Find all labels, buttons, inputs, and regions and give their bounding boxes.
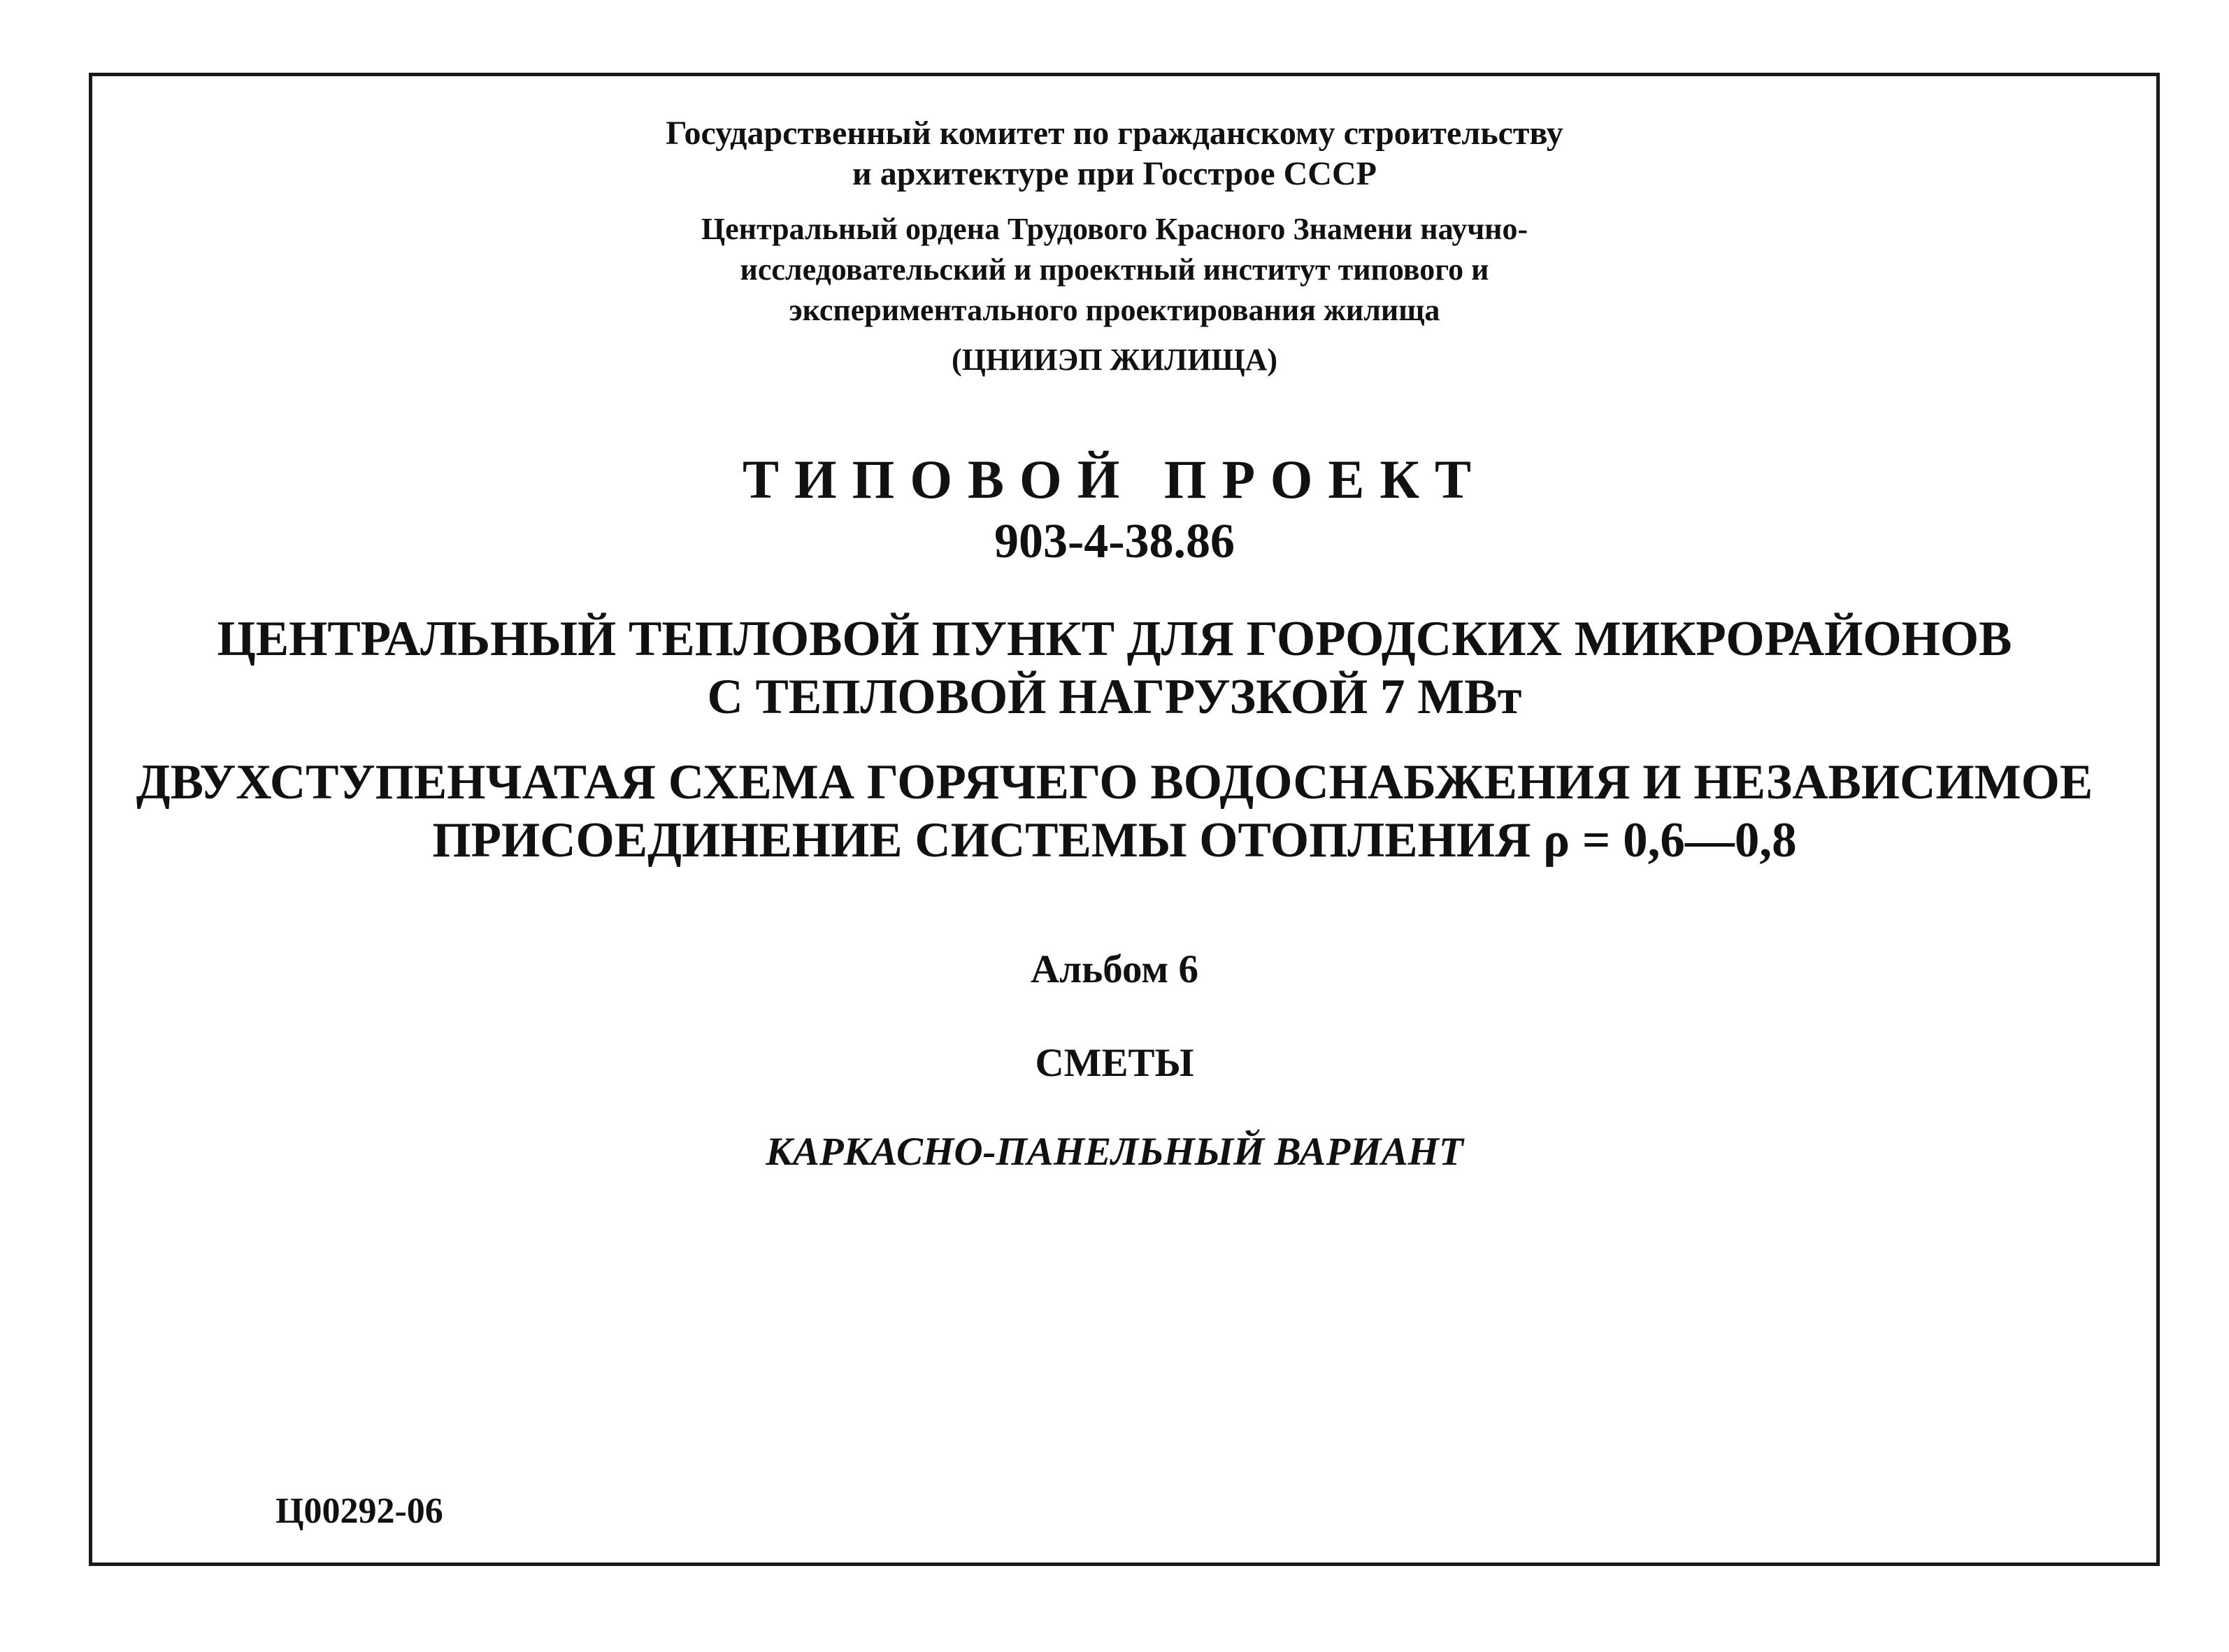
- document-code: Ц00292-06: [275, 1491, 443, 1531]
- project-subtitle: [0, 754, 2229, 870]
- committee-line-2: и архитектуре при Госстрое СССР: [852, 155, 1377, 192]
- project-title-line-2: С ТЕПЛОВОЙ НАГРУЗКОЙ 7 МВт: [707, 670, 1522, 724]
- project-number: 903-4-38.86: [994, 515, 1235, 568]
- album-label: Альбом 6: [1030, 947, 1199, 991]
- project-title-line-1: ЦЕНТРАЛЬНЫЙ ТЕПЛОВОЙ ПУНКТ ДЛЯ ГОРОДСКИХ МИКРОРАЙОНОВ: [217, 612, 2012, 666]
- institute-heading: [0, 209, 2229, 331]
- institute-line-1: Центральный ордена Трудового Красного Знамени научно-: [701, 212, 1528, 246]
- committee-heading: [0, 113, 2229, 194]
- committee-line-1: Государственный комитет по гражданскому строительству: [666, 115, 1563, 152]
- variant-title: КАРКАСНО-ПАНЕЛЬНЫЙ ВАРИАНТ: [766, 1130, 1463, 1174]
- institute-line-3: экспериментального проектирования жилища: [789, 293, 1440, 327]
- document-type: ТИПОВОЙ ПРОЕКТ: [742, 449, 1487, 510]
- project-title: [0, 610, 2229, 726]
- project-subtitle-line-2: ПРИСОЕДИНЕНИЕ СИСТЕМЫ ОТОПЛЕНИЯ ρ = 0,6—0,8: [432, 813, 1797, 868]
- section-title: СМЕТЫ: [1035, 1041, 1194, 1085]
- project-subtitle-line-1: ДВУХСТУПЕНЧАТАЯ СХЕМА ГОРЯЧЕГО ВОДОСНАБЖЕНИЯ И НЕЗАВИСИМОЕ: [136, 755, 2093, 810]
- institute-abbreviation: (ЦНИИЭП ЖИЛИЩА): [951, 343, 1278, 377]
- institute-line-2: исследовательский и проектный институт типового и: [740, 252, 1489, 287]
